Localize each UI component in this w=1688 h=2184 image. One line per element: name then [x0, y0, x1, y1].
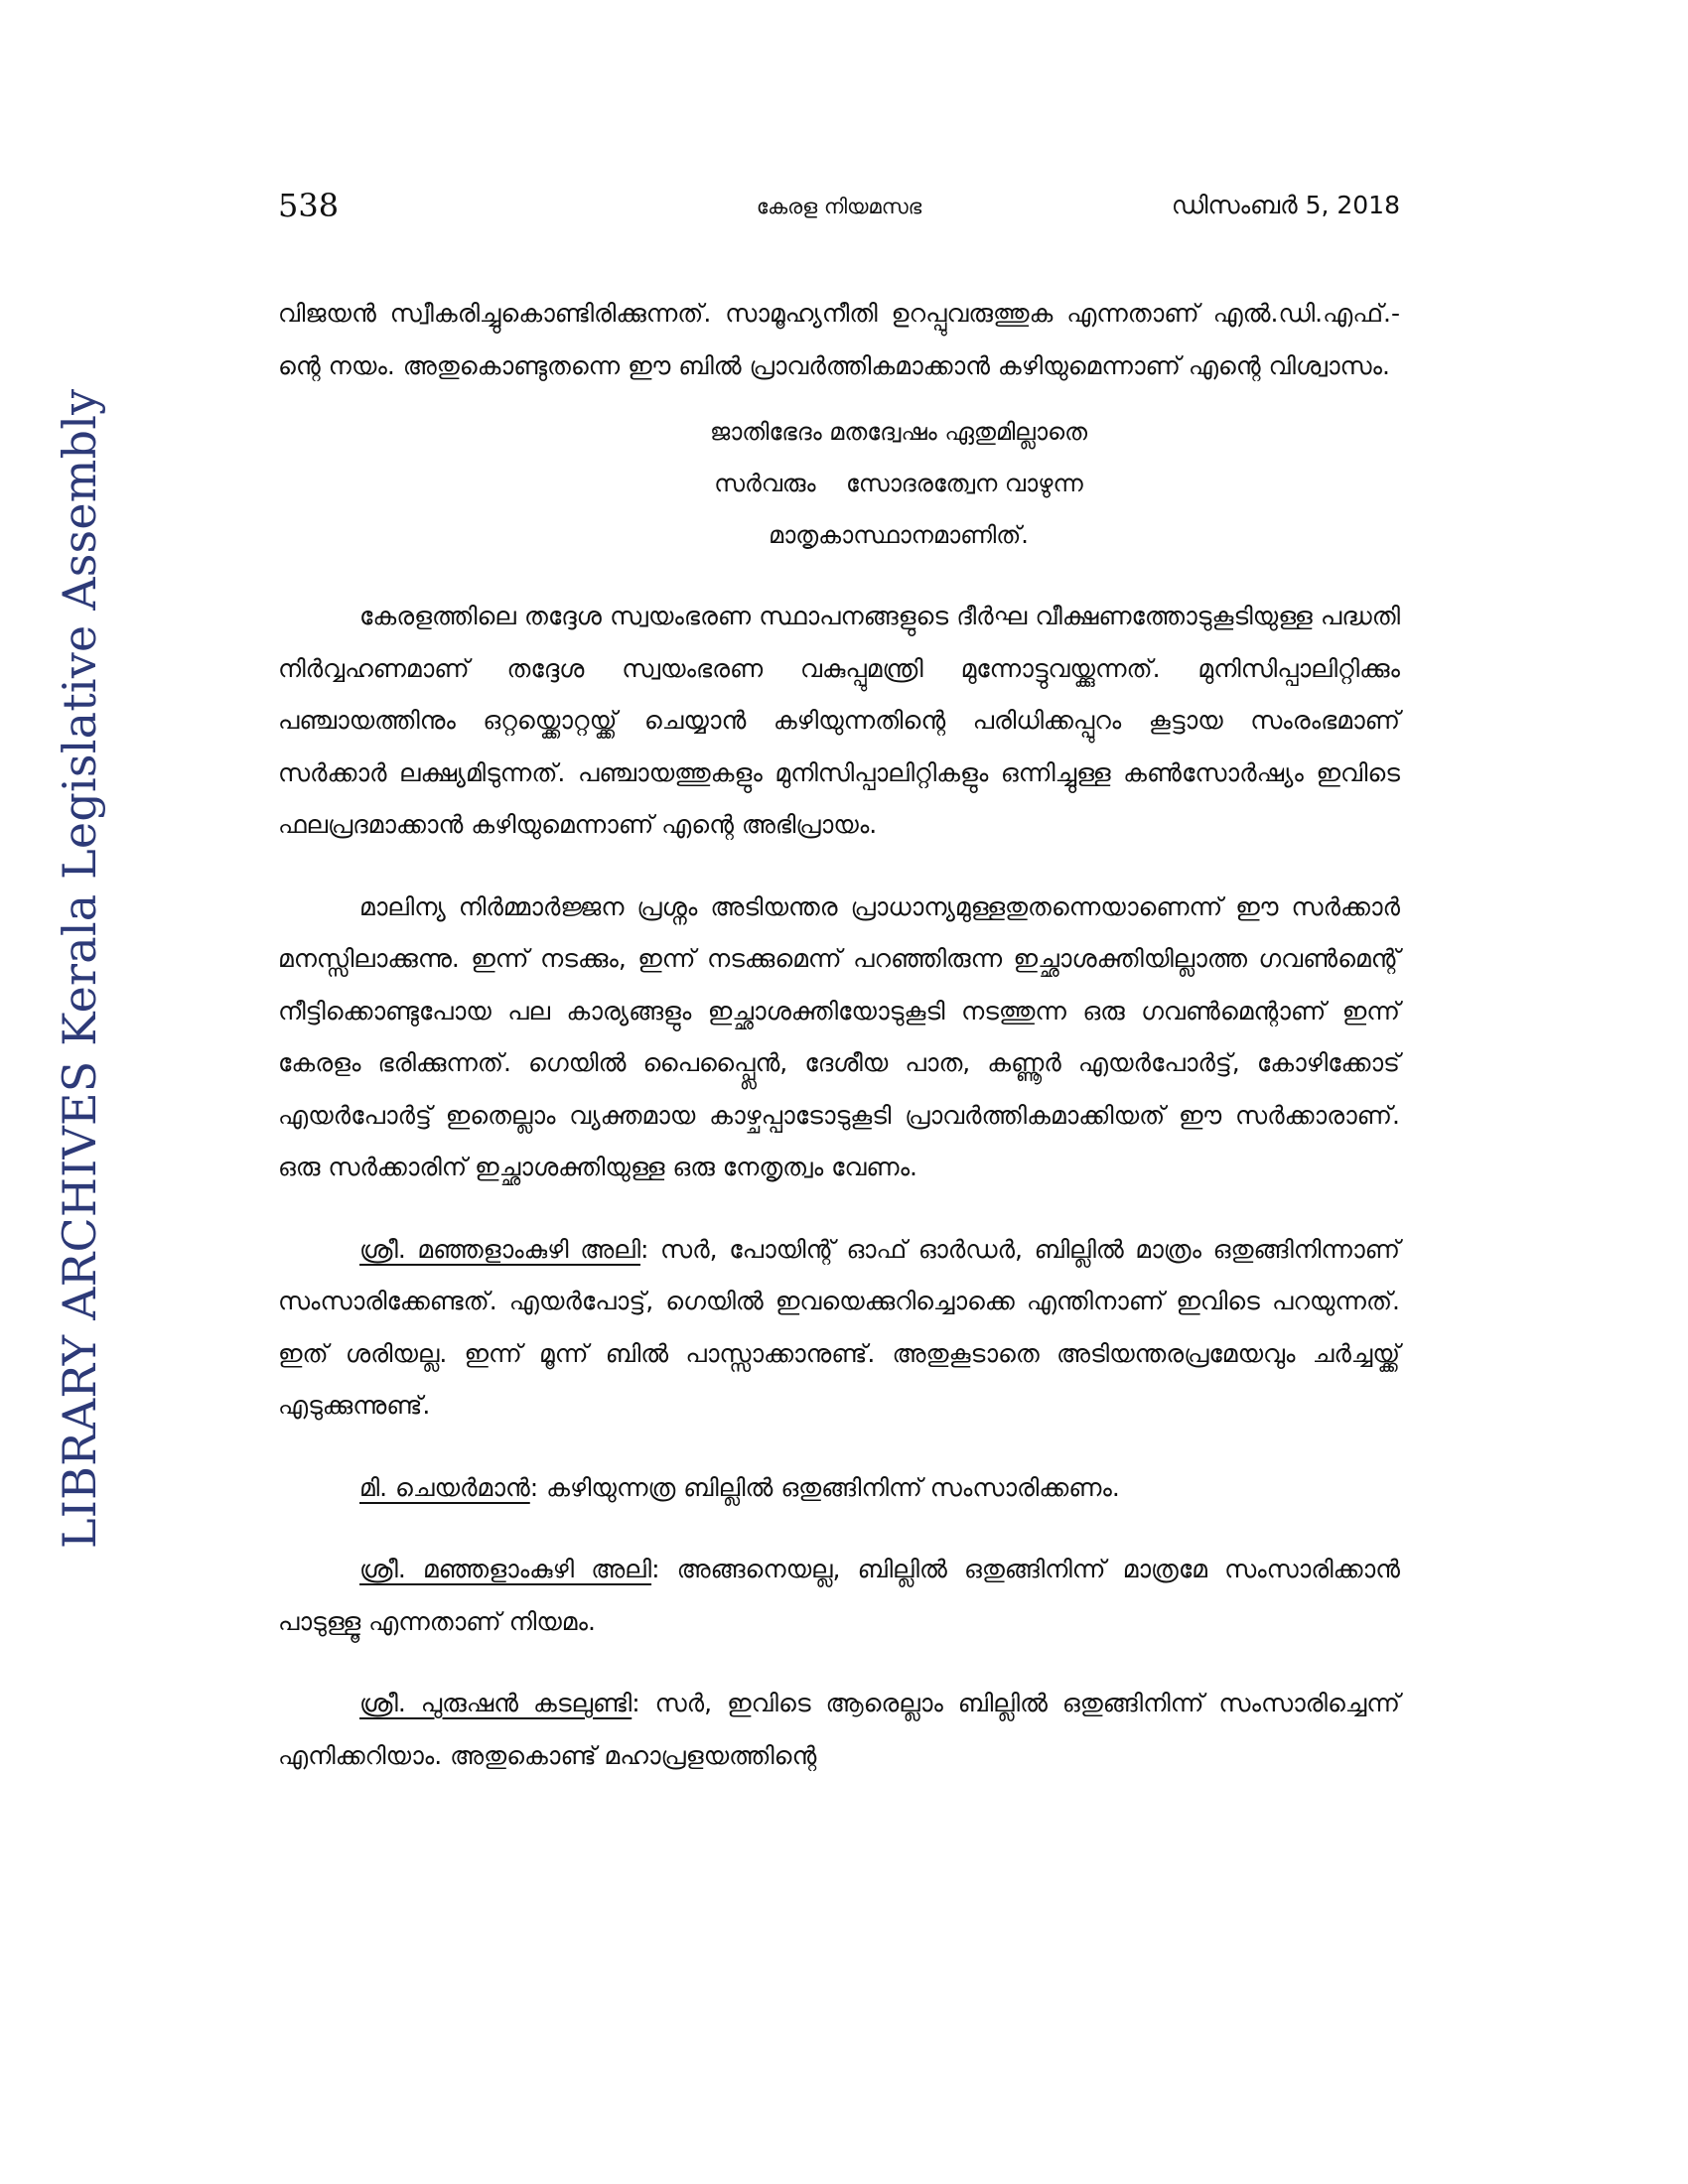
speech-text: : കഴിയുന്നത്ര ബില്ലിൽ ഒതുങ്ങിനിന്ന് സംസാരിക്കണം.: [529, 1472, 1120, 1502]
speech-entry: [278, 1544, 1400, 1648]
speaker-name: മി. ചെയർമാൻ: [359, 1472, 530, 1502]
intro-paragraph: വിജയൻ സ്വീകരിച്ചുകൊണ്ടിരിക്കുന്നത്. സാമൂഹ്യനീതി ഉറപ്പുവരുത്തുക എന്നതാണ് എൽ.ഡി.എഫ്.-ന്റെ നയം. അതുകൊണ്ടുതന്നെ ഈ ബിൽ പ്രാവർത്തികമാക്കാൻ കഴിയുമെന്നാണ് എന്റെ വിശ്വാസം.: [278, 299, 1400, 380]
header-date: ഡിസംബർ 5, 2018: [1171, 191, 1400, 219]
page-content: [278, 288, 1400, 1782]
speech-text: : സർ, പോയിന്റ് ഓഫ് ഓർഡർ, ബില്ലിൽ മാത്രം ഒതുങ്ങിനിന്നാണ് സംസാരിക്കേണ്ടത്. എയർപോട്ട്, ഗെയിൽ ഇവയെക്കുറിച്ചൊക്കെ എന്തിനാണ് ഇവിടെ പറയുന്നത്. ഇത് ശരിയല്ല. ഇന്ന് മൂന്ന് ബിൽ പാസ്സാക്കാനുണ്ട്. അതുകൂടാതെ അടിയന്തരപ്രമേയവും ചർച്ചയ്ക്ക് എടുക്കുന്നുണ്ട്.: [278, 1234, 1400, 1420]
page-header: [278, 187, 1400, 236]
poem-line: ജാതിഭേദം മതദ്വേഷം ഏതുമില്ലാതെ: [709, 418, 1087, 446]
archive-watermark: LIBRARY ARCHIVES Kerala Legislative Assembly: [53, 388, 106, 1549]
speech-entry: [278, 1678, 1400, 1782]
speech-text: : അങ്ങനെയല്ല, ബില്ലിൽ ഒതുങ്ങിനിന്ന് മാത്രമേ സംസാരിക്കാൻ പാടുള്ളൂ എന്നതാണ് നിയമം.: [278, 1555, 1400, 1636]
speaker-name: ശ്രീ. മഞ്ഞളാംകുഴി അലി: [359, 1555, 652, 1583]
speaker-name: ശ്രീ. പുരുഷൻ കടലുണ്ടി: [359, 1689, 633, 1717]
speech-entry: [278, 1462, 1400, 1515]
poem-quote: [278, 406, 1400, 561]
speech-text: : സർ, ഇവിടെ ആരെല്ലാം ബില്ലിൽ ഒതുങ്ങിനിന്ന് സംസാരിച്ചെന്ന് എനിക്കറിയാം. അതുകൊണ്ട് മഹാപ്രളയത്തിന്റെ: [278, 1689, 1400, 1770]
page-number: 538: [278, 187, 340, 224]
running-title: കേരള നിയമസഭ: [756, 195, 922, 218]
poem-line: മാതൃകാസ്ഥാനമാണിത്.: [769, 521, 1029, 549]
paragraph: കേരളത്തിലെ തദ്ദേശ സ്വയംഭരണ സ്ഥാപനങ്ങളുടെ ദീർഘ വീക്ഷണത്തോടുകൂടിയുള്ള പദ്ധതി നിർവ്വഹണമാണ് തദ്ദേശ സ്വയംഭരണ വകുപ്പുമന്ത്രി മുന്നോട്ടുവയ്ക്കുന്നത്. മുനിസിപ്പാലിറ്റിക്കും പഞ്ചായത്തിനും ഒറ്റയ്ക്കൊറ്റയ്ക്ക് ചെയ്യാൻ കഴിയുന്നതിന്റെ പരിധിക്കപ്പുറം കൂട്ടായ സംരംഭമാണ് സർക്കാർ ലക്ഷ്യമിടുന്നത്. പഞ്ചായത്തുകളും മുനിസിപ്പാലിറ്റികളും ഒന്നിച്ചുള്ള കൺസോർഷ്യം ഇവിടെ ഫലപ്രദമാക്കാൻ കഴിയുമെന്നാണ് എന്റെ അഭിപ്രായം.: [278, 602, 1400, 839]
paragraph: മാലിന്യ നിർമ്മാർജ്ജന പ്രശ്നം അടിയന്തര പ്രാധാന്യമുള്ളതുതന്നെയാണെന്ന് ഈ സർക്കാർ മനസ്സിലാക്കുന്നു. ഇന്ന് നടക്കും, ഇന്ന് നടക്കുമെന്ന് പറഞ്ഞിരുന്ന ഇച്ഛാശക്തിയില്ലാത്ത ഗവൺമെന്റ് നീട്ടിക്കൊണ്ടുപോയ പല കാര്യങ്ങളും ഇച്ഛാശക്തിയോടുകൂടി നടത്തുന്ന ഒരു ഗവൺമെന്റാണ് ഇന്ന് കേരളം ഭരിക്കുന്നത്. ഗെയിൽ പൈപ്പ്ലൈൻ, ദേശീയ പാത, കണ്ണൂർ എയർപോർട്ട്, കോഴിക്കോട് എയർപോർട്ട് ഇതെല്ലാം വ്യക്തമായ കാഴ്ചപ്പാടോടുകൂടി പ്രാവർത്തികമാക്കിയത് ഈ സർക്കാരാണ്. ഒരു സർക്കാരിന് ഇച്ഛാശക്തിയുള്ള ഒരു നേതൃത്വം വേണം.: [278, 891, 1400, 1181]
speech-entry: [278, 1224, 1400, 1433]
speaker-name: ശ്രീ. മഞ്ഞളാംകുഴി അലി: [359, 1234, 640, 1264]
poem-line: സർവരും സോദരത്വേന വാഴുന്ന: [714, 470, 1083, 497]
